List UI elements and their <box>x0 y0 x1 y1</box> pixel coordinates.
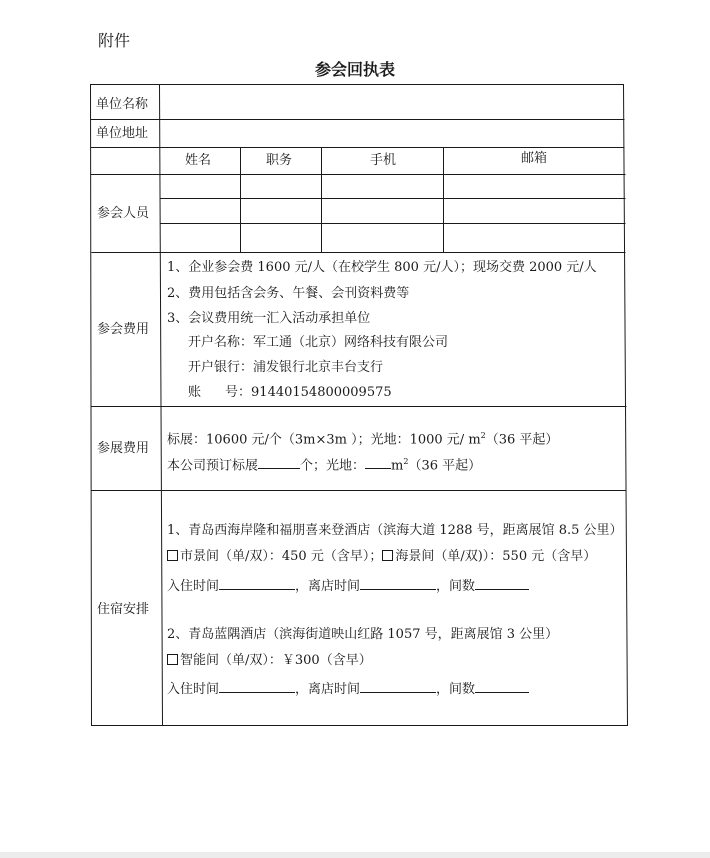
account-name: 开户名称：军工通（北京）网络科技有限公司 <box>188 335 449 350</box>
superscript: 2 <box>480 431 486 440</box>
column-header-phone: 手机 <box>370 153 397 168</box>
unit-m: m <box>391 458 404 474</box>
checkin-label: 入住时间 <box>167 579 220 594</box>
checkin-label: 入住时间 <box>167 682 220 697</box>
hotel1-stay-row <box>167 577 529 595</box>
rooms-label: ，间数 <box>436 579 476 594</box>
label-exhibition-fee: 参展费用 <box>97 441 150 456</box>
raw-space-label: 个；光地： <box>300 458 366 474</box>
attendee-cell[interactable] <box>323 200 442 222</box>
checkout-blank[interactable] <box>360 680 436 693</box>
checkout-blank[interactable] <box>360 577 436 590</box>
label-conference-fee: 参会费用 <box>97 322 150 337</box>
smart-room: 智能间（单/双）：￥300（含早） <box>180 653 372 668</box>
attendee-cell[interactable] <box>445 200 623 222</box>
rooms-blank[interactable] <box>475 680 529 693</box>
smart-room-checkbox[interactable] <box>167 654 178 665</box>
conference-fee-line3: 3、会议费用统一汇入活动承担单位 <box>167 311 371 326</box>
superscript: 2 <box>403 457 409 466</box>
attachment-label: 附件 <box>98 31 131 50</box>
hotel1-rooms <box>167 549 596 565</box>
label-accommodation: 住宿安排 <box>97 602 150 617</box>
sea-view-room: 海景间（单/双)）：550 元（含早） <box>395 549 597 564</box>
account-number-row <box>188 385 392 401</box>
standard-booth-count-blank[interactable] <box>258 456 300 469</box>
account-number: 91440154800009575 <box>251 385 392 400</box>
conference-fee-line2: 2、费用包括含会务、午餐、会刊资料费等 <box>167 286 410 301</box>
account-label: 账 <box>188 385 202 400</box>
attendee-cell[interactable] <box>162 176 239 197</box>
attendee-cell[interactable] <box>242 176 320 197</box>
hotel2-rooms <box>167 653 372 669</box>
unit-address-input[interactable] <box>163 121 618 145</box>
attendee-cell[interactable] <box>242 200 320 222</box>
exhibition-min-area: （36 平起） <box>485 432 559 448</box>
raw-space-min-area: （36 平起） <box>408 458 482 474</box>
raw-space-area-blank[interactable] <box>365 456 391 469</box>
city-view-room: 市景间（单/双）：450 元（含早）； <box>180 549 383 564</box>
column-header-email: 邮箱 <box>521 151 548 166</box>
column-header-name: 姓名 <box>185 153 212 168</box>
conference-fee-line1: 1、企业参会费 1600 元/人（在校学生 800 元/人）；现场交费 2000 元/人 <box>167 260 597 275</box>
hotel2-info: 2、青岛蓝隅酒店（滨海街道映山红路 1057 号，距离展馆 3 公里） <box>167 627 559 642</box>
hotel2-stay-row <box>167 680 529 698</box>
attendee-cell[interactable] <box>445 176 623 197</box>
attendee-cell[interactable] <box>162 200 239 222</box>
unit-name-input[interactable] <box>163 87 618 117</box>
checkout-label: ，离店时间 <box>295 579 361 594</box>
checkin-blank[interactable] <box>219 680 295 693</box>
column-header-position: 职务 <box>266 153 293 168</box>
attendee-cell[interactable] <box>445 225 623 251</box>
attendee-cell[interactable] <box>323 176 442 197</box>
page-bottom-edge <box>0 852 710 858</box>
exhibition-fee-line2 <box>167 454 481 474</box>
bank-name: 开户银行：浦发银行北京丰台支行 <box>188 360 384 375</box>
checkin-blank[interactable] <box>219 577 295 590</box>
label-unit-address: 单位地址 <box>96 126 149 141</box>
sea-view-checkbox[interactable] <box>382 550 393 561</box>
exhibition-standard-price: 标展：10600 元/个（3m×3m ）；光地：1000 元/ m <box>167 432 481 448</box>
rooms-blank[interactable] <box>475 577 529 590</box>
label-attendees: 参会人员 <box>97 206 150 221</box>
rooms-label: ，间数 <box>436 682 476 697</box>
attendee-cell[interactable] <box>162 225 239 251</box>
hotel1-info: 1、青岛西海岸隆和福朋喜来登酒店（滨海大道 1288 号，距离展馆 8.5 公里） <box>167 523 623 538</box>
account-label-2: 号： <box>225 385 252 400</box>
attendee-cell[interactable] <box>242 225 320 251</box>
exhibition-fee-line1 <box>167 428 558 448</box>
attendee-cell[interactable] <box>323 225 442 251</box>
label-unit-name: 单位名称 <box>96 97 149 112</box>
page-title: 参会回执表 <box>314 60 395 79</box>
booking-label: 本公司预订标展 <box>167 458 259 474</box>
city-view-checkbox[interactable] <box>167 550 178 561</box>
checkout-label: ，离店时间 <box>295 682 361 697</box>
